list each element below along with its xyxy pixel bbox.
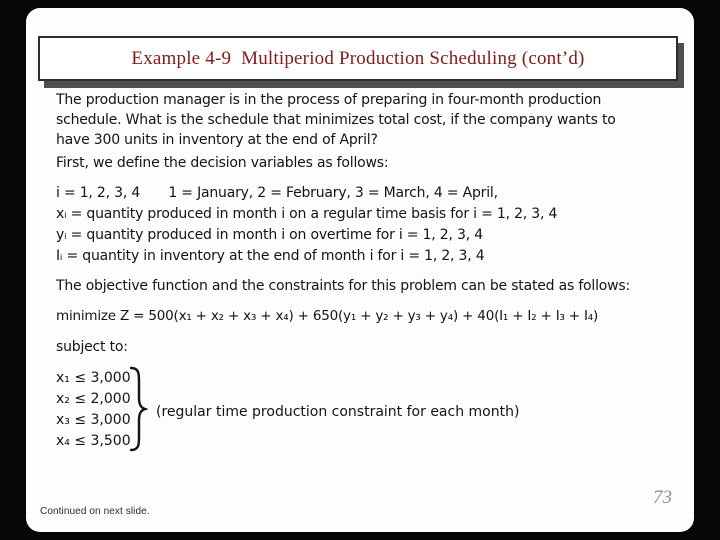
right-brace-icon	[128, 366, 148, 456]
index-range: i = 1, 2, 3, 4	[56, 185, 141, 201]
month-mapping: 1 = January, 2 = February, 3 = March, 4 = April,	[168, 185, 498, 201]
problem-statement: The production manager is in the process of preparing in four-month production schedule. What is the schedule that minimizes total cost, if the company wants to have 300 units in inventory at the end of April?	[56, 92, 616, 148]
constraint-line: x₄ ≤ 3,500	[56, 433, 131, 449]
subject-to-label: subject to:	[56, 339, 128, 355]
objective-intro: The objective function and the constraints for this problem can be stated as follows:	[56, 278, 631, 294]
continued-note: Continued on next slide.	[40, 506, 150, 517]
constraint-line: x₂ ≤ 2,000	[56, 391, 131, 407]
constraints-block	[56, 368, 131, 452]
constraints-note: (regular time production constraint for each month)	[156, 404, 520, 420]
constraint-line: x₃ ≤ 3,000	[56, 412, 131, 428]
title-box	[38, 36, 678, 81]
definition-inventory: Iᵢ = quantity in inventory at the end of month i for i = 1, 2, 3, 4	[56, 248, 485, 264]
definition-y: yᵢ = quantity produced in month i on overtime for i = 1, 2, 3, 4	[56, 227, 483, 243]
define-intro: First, we define the decision variables as follows:	[56, 155, 389, 171]
slide-title: Example 4-9 Multiperiod Production Scheduling (cont’d)	[131, 47, 585, 69]
objective-function: minimize Z = 500(x₁ + x₂ + x₃ + x₄) + 650(y₁ + y₂ + y₃ + y₄) + 40(I₁ + I₂ + I₃ + I₄)	[56, 308, 599, 324]
constraint-line: x₁ ≤ 3,000	[56, 370, 131, 386]
definition-x: xᵢ = quantity produced in month i on a regular time basis for i = 1, 2, 3, 4	[56, 206, 558, 222]
slide	[26, 8, 694, 532]
page-number: 73	[653, 487, 672, 508]
definition-indices	[56, 185, 498, 201]
